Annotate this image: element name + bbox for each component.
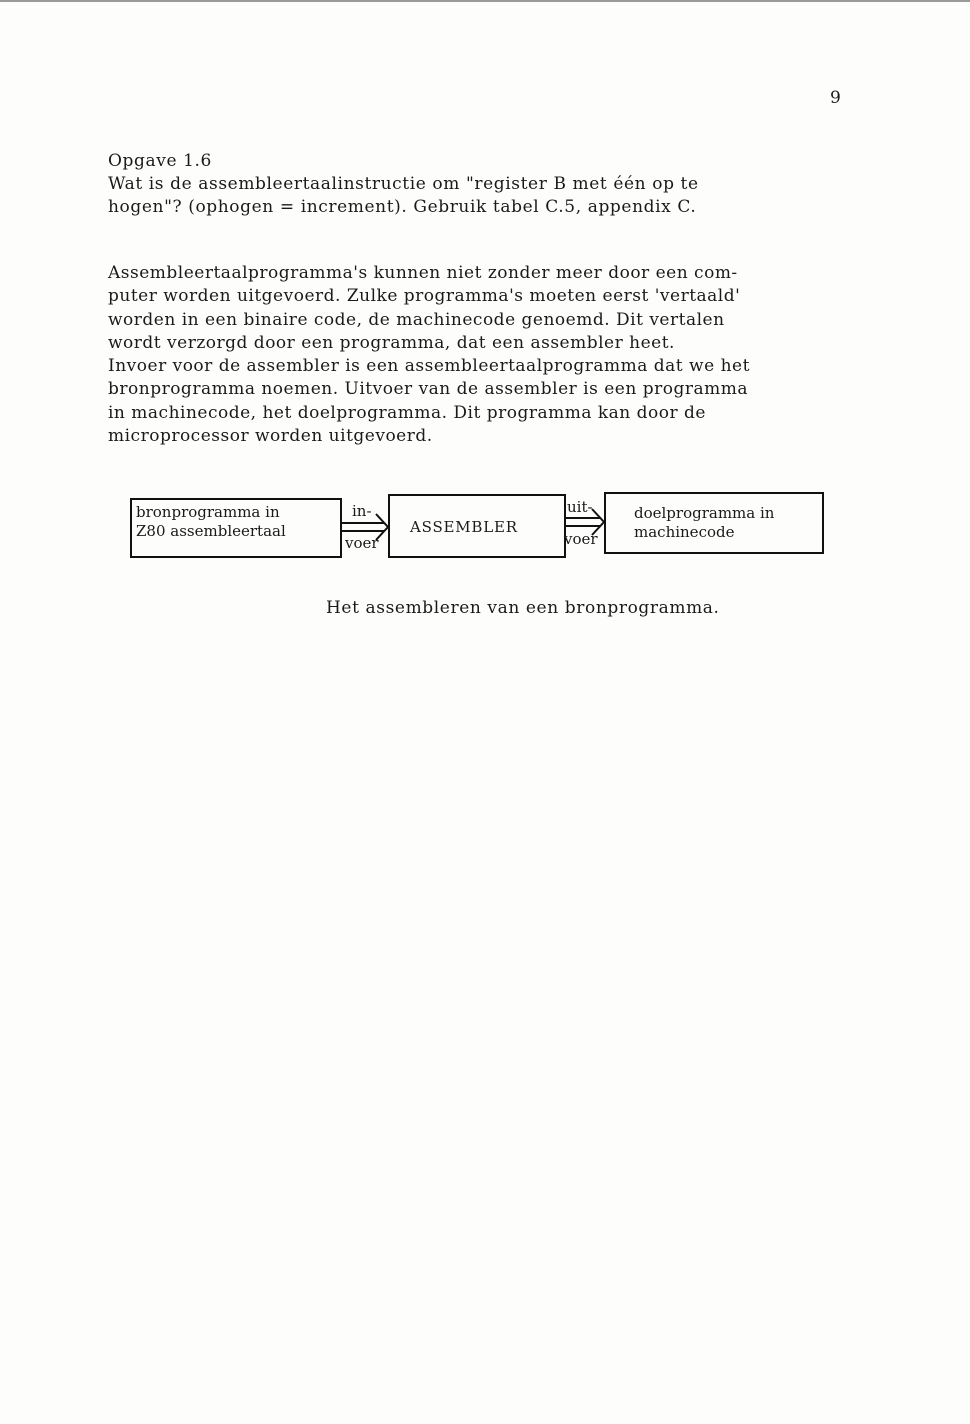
exercise-block: [108, 150, 828, 219]
target-box-line-2: machinecode: [634, 523, 735, 541]
page-number: 9: [830, 88, 841, 108]
paragraph-line: Assembleertaalprogramma's kunnen niet zonder meer door een com-: [108, 263, 738, 283]
paragraph-line: Invoer voor de assembler is een assembleertaalprogramma dat we het: [108, 356, 750, 377]
body-paragraph: [108, 262, 848, 448]
assembler-box: [388, 494, 566, 558]
target-box-line-1: doelprogramma in: [634, 504, 775, 522]
paragraph-line: puter worden uitgevoerd. Zulke programma's moeten eerst 'vertaald': [108, 286, 741, 307]
source-box-line-1: bronprogramma in: [136, 503, 280, 521]
source-program-box: [130, 498, 342, 558]
paragraph-line: in machinecode, het doelprogramma. Dit programma kan door de: [108, 402, 706, 423]
source-box-line-2: Z80 assembleertaal: [136, 522, 286, 540]
input-label-top: in-: [352, 502, 372, 520]
input-label-bottom: voer: [345, 534, 379, 552]
exercise-line-2: hogen"? (ophogen = increment). Gebruik tabel C.5, appendix C.: [108, 197, 697, 217]
diagram-caption: Het assembleren van een bronprogramma.: [326, 598, 720, 618]
target-program-box: [604, 492, 824, 554]
paragraph-line: microprocessor worden uitgevoerd.: [108, 426, 433, 447]
paragraph-line: worden in een binaire code, de machinecode genoemd. Dit vertalen: [108, 309, 725, 330]
output-label-bottom: voer: [564, 530, 598, 548]
page-top-edge: [0, 0, 970, 2]
output-label-top: uit-: [567, 498, 593, 516]
exercise-title: Opgave 1.6: [108, 151, 212, 171]
paragraph-line: wordt verzorgd door een programma, dat een assembler heet.: [108, 332, 675, 353]
exercise-line-1: Wat is de assembleertaalinstructie om "register B met één op te: [108, 174, 699, 194]
paragraph-line: bronprogramma noemen. Uitvoer van de assembler is een programma: [108, 379, 748, 400]
assembler-label: ASSEMBLER: [410, 518, 518, 536]
